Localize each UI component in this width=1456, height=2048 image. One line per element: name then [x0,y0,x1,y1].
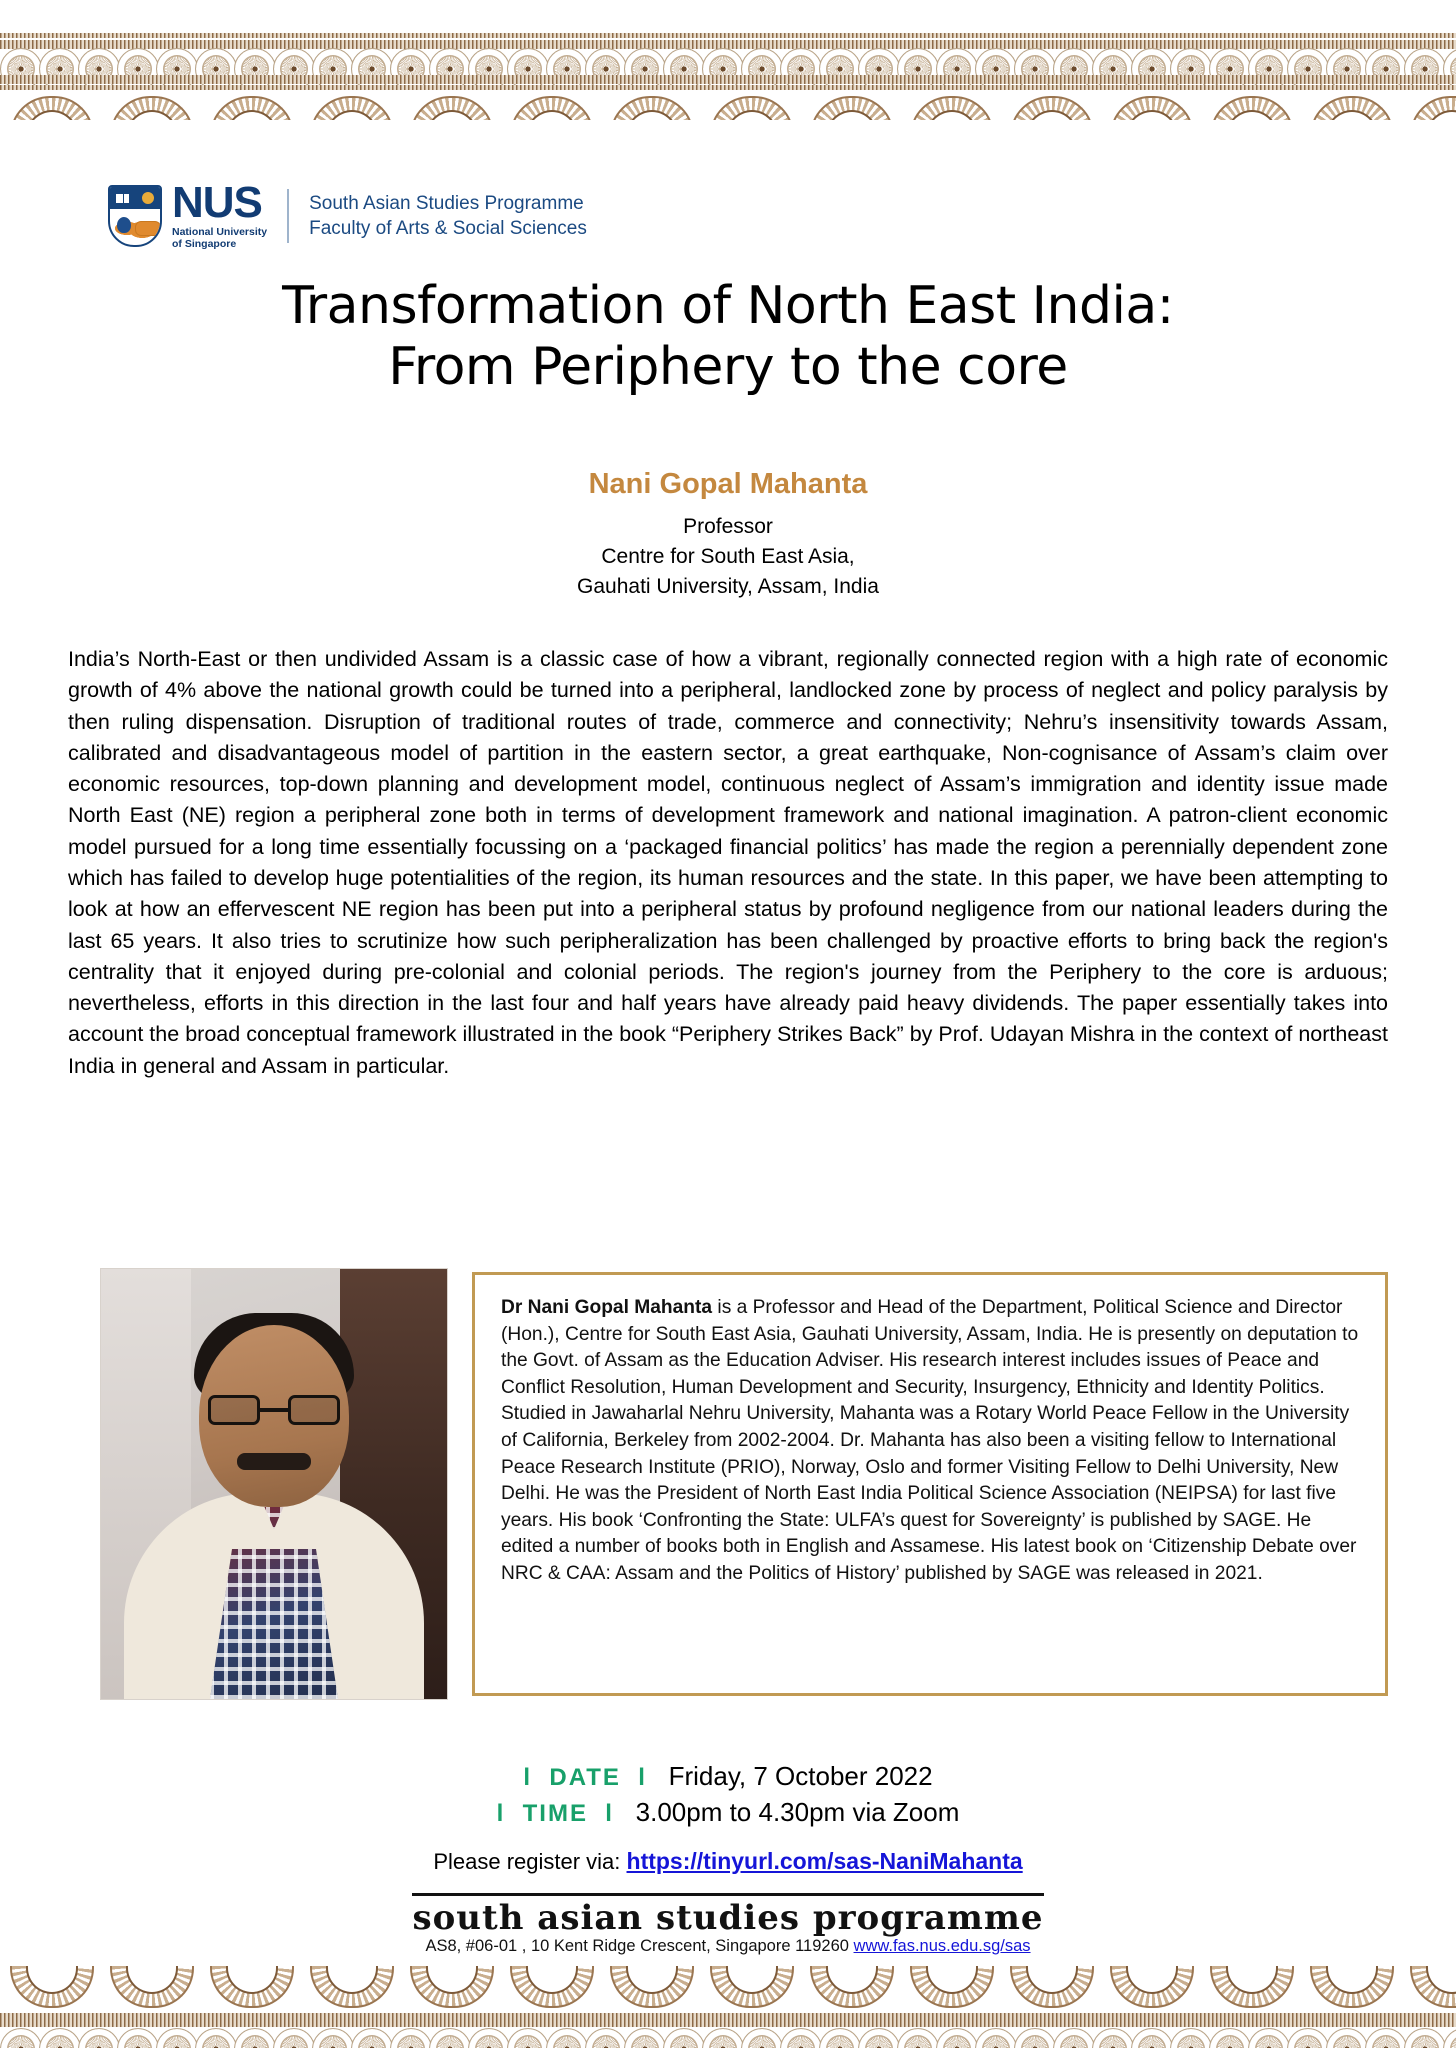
eyeglasses [208,1395,340,1427]
nus-subline-2: of Singapore [172,238,237,251]
mandala-ornament-icon [390,2028,432,2048]
decorative-border-top [0,0,1456,120]
mandala-ornament-icon [702,2028,744,2048]
mandala-ornament-icon [1365,2028,1407,2048]
arch-ornament-icon [300,1958,400,2014]
arch-ornament-icon [600,1958,700,2014]
arch-ornament-icon [0,90,100,120]
mandala-ornament-icon [819,2028,861,2048]
abstract-text: India’s North-East or then undivided Assam is a classic case of how a vibrant, regionally connected region with a high rate of economic growth of 4% above the national growth could be turned into a peripheral, landlocked zone by process of neglect and policy paralysis by then ruling dispensation. Disruption of traditional routes of trade, commerce and connectivity; Nehru’s insensitivity towards Assam, calibrated and disadvantageous model of partition in the eastern sector, a great earthquake, Non-cognisance of Assam’s claim over economic resources, top-down planning and development model, continuous neglect of Assam’s immigration and identity issue made North East (NE) region a peripheral zone both in terms of development framework and national imagination. A patron-client economic model pursued for a long time essentially focussing on a ‘packaged financial politics’ has made the region a perennially dependent zone which has failed to develop huge potentialities of the region, its human resources and the state. In this paper, we have been attempting to look at how an effervescent NE region has been put into a peripheral status by profound negligence from our national leaders during the last 65 years. It also tries to scrutinize how such peripheralization has been challenged by proactive efforts to bring back the region's centrality that it enjoyed during pre-colonial and colonial periods. The region's journey from the Periphery to the core is arduous; nevertheless, efforts in this direction in the last four and half years have already paid heavy dividends. The paper essentially takes into account the broad conceptual framework illustrated in the book “Periphery Strikes Back” by Prof. Udayan Mishra in the context of northeast India in general and Assam in particular. [68,647,1388,1078]
mandala-ornament-icon [663,2028,705,2048]
mandala-ornament-icon [936,2028,978,2048]
date-value: Friday, 7 October 2022 [668,1761,933,1791]
arch-ornament-icon [1100,1958,1200,2014]
arch-ornament-icon [200,1958,300,2014]
website-link[interactable]: www.fas.nus.edu.sg/sas [853,1937,1031,1955]
arch-ornament-icon [200,90,300,120]
arch-ornament-icon [1400,1958,1456,2014]
mandala-ornament-icon [1170,2028,1212,2048]
nus-subline-1: National University [172,225,268,238]
mandala-ornament-icon [780,2028,822,2048]
sas-programme-logo [0,1893,1456,1938]
programme-line-1: South Asian Studies Programme [309,193,584,215]
speaker-bio-box [472,1272,1388,1696]
mandala-ornament-icon [0,2028,42,2048]
date-label: l DATE l [523,1764,647,1791]
speaker-affiliation-line-2: Gauhati University, Assam, India [577,574,879,598]
speaker-affiliation [0,512,1456,601]
mandala-ornament-icon [273,2028,315,2048]
mandala-ornament-icon [858,2028,900,2048]
mandala-ornament-icon [585,2028,627,2048]
mandala-ornament-icon [195,2028,237,2048]
arch-ornament-icon [600,90,700,120]
arch-ornament-icon [1000,1958,1100,2014]
mandala-ornament-icon [156,2028,198,2048]
page-title [0,276,1456,398]
mandala-ornament-icon [1053,2028,1095,2048]
arch-ornament-icon [800,90,900,120]
arch-ornament-icon [1300,90,1400,120]
mandala-ornament-icon [117,2028,159,2048]
arch-ornament-icon [1000,90,1100,120]
arch-ornament-icon [500,90,600,120]
arch-ornament-icon [700,90,800,120]
mandala-ornament-icon [507,2028,549,2048]
mandala-ornament-icon [1404,2028,1446,2048]
arch-ornament-icon [400,90,500,120]
mandala-ornament-icon [1014,2028,1056,2048]
nus-wordmark [172,178,268,251]
mandala-ornament-icon [1443,2028,1456,2048]
mandala-ornament-icon [1092,2028,1134,2048]
mandala-ornament-icon [1287,2028,1329,2048]
title-line-1: Transformation of North East India: [282,276,1174,336]
mandala-ornament-icon [351,2028,393,2048]
nus-logo-lockup [108,178,587,251]
title-line-2: From Periphery to the core [388,336,1068,397]
mandala-ornament-icon [975,2028,1017,2048]
arch-ornament-icon [1400,90,1456,120]
event-date-row [0,1759,1456,1795]
mandala-ornament-icon [234,2028,276,2048]
mandala-ornament-icon [624,2028,666,2048]
programme-name [309,191,587,241]
arch-ornament-icon [1300,1958,1400,2014]
programme-line-2: Faculty of Arts & Social Sciences [309,218,587,240]
event-time-row [0,1795,1456,1831]
time-value: 3.00pm to 4.30pm via Zoom [635,1796,960,1827]
arch-ornament-icon [900,90,1000,120]
speaker-photo [100,1268,448,1700]
sas-logo-text: south asian studies programme [412,1893,1043,1935]
bio-body: is a Professor and Head of the Department, Political Science and Director (Hon.), Centre for South East Asia, Gauhati University, Assam, India. He is presently on deputation to the Govt. of Assam as the Education Adviser. His research interest includes issues of Peace and Conflict Resolution, Human Development and Security, Insurgency, Ethnicity and Identity Politics. Studied in Jawaharlal Nehru University, Mahanta was a Rotary World Peace Fellow in the University of California, Berkeley from 2002-2004. Dr. Mahanta has also been a visiting fellow to International Peace Research Institute (PRIO), Norway, Oslo and former Visiting Fellow to Delhi University, New Delhi. He was the President of North East India Political Science Association (NEIPSA) for last five years. His book ‘Confronting the State: ULFA’s quest for Sovereignty’ is published by SAGE. He edited a number of books both in English and Assamese. His latest book on ‘Citizenship Debate over NRC & CAA: Assam and the Politics of History’ published by SAGE was released in 2021. [501,1297,1359,1584]
decorative-border-bottom [0,1958,1456,2048]
mandala-ornament-icon [468,2028,510,2048]
arch-ornament-icon [900,1958,1000,2014]
register-prefix: Please register via: [433,1849,627,1874]
mandala-ornament-icon [546,2028,588,2048]
mandala-ornament-icon [429,2028,471,2048]
arch-ornament-icon [700,1958,800,2014]
arch-ornament-icon [400,1958,500,2014]
registration-link[interactable]: https://tinyurl.com/sas-NaniMahanta [626,1848,1023,1874]
arch-ornament-icon [300,90,400,120]
mandala-ornament-icon [312,2028,354,2048]
arch-ornament-icon [1200,90,1300,120]
arch-ornament-icon [1200,1958,1300,2014]
mandala-ornament-icon [1131,2028,1173,2048]
speaker-name: Nani Gopal Mahanta [588,468,868,500]
mandala-ornament-icon [741,2028,783,2048]
event-details [0,1759,1456,1831]
arch-ornament-icon [500,1958,600,2014]
nus-abbreviation: NUS [172,178,262,227]
arch-ornament-icon [800,1958,900,2014]
arch-ornament-icon [100,90,200,120]
arch-ornament-icon [100,1958,200,2014]
time-label: l TIME l [496,1799,614,1827]
logo-divider [287,189,289,243]
address-text: AS8, #06-01 , 10 Kent Ridge Crescent, Singapore 119260 [425,1937,854,1955]
speaker-affiliation-line-1: Centre for South East Asia, [601,544,855,568]
mandala-ornament-icon [39,2028,81,2048]
speaker-role: Professor [683,515,773,538]
arch-ornament-icon [1100,90,1200,120]
mandala-ornament-icon [78,2028,120,2048]
bio-lead-name: Dr Nani Gopal Mahanta [501,1297,713,1318]
arch-ornament-icon [0,1958,100,2014]
nus-crest-icon [108,185,162,247]
mandala-ornament-icon [897,2028,939,2048]
footer-address [0,1937,1456,1956]
mandala-ornament-icon [1326,2028,1368,2048]
mandala-ornament-icon [1209,2028,1251,2048]
mandala-ornament-icon [1248,2028,1290,2048]
registration-line [0,1848,1456,1875]
